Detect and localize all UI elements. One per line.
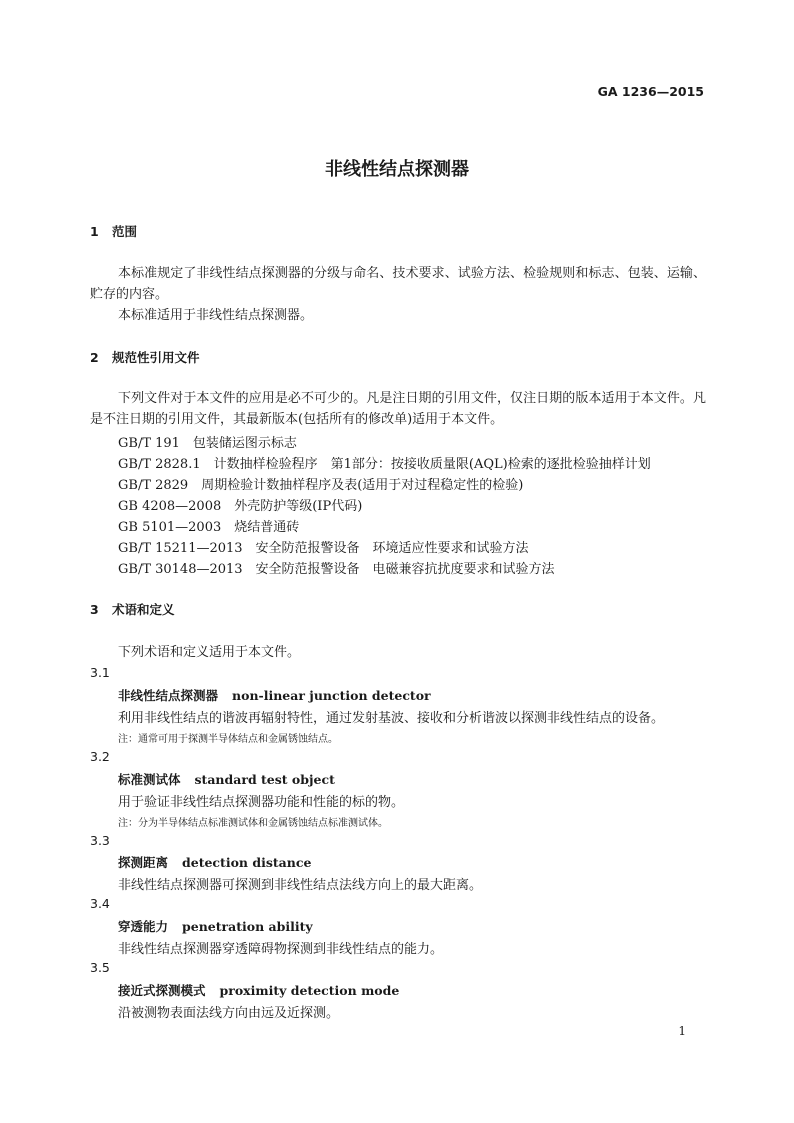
term-en: non-linear junction detector: [232, 688, 431, 703]
term-entry: [118, 917, 313, 935]
paragraph: 本标准规定了非线性结点探测器的分级与命名、技术要求、试验方法、检验规则和标志、包装、运输、贮存的内容。: [90, 266, 706, 302]
term-definition: 利用非线性结点的谐波再辐射特性，通过发射基波、接收和分析谐波以探测非线性结点的设备。: [118, 711, 665, 726]
reference-item: GB 4208—2008 外壳防护等级(IP代码): [118, 499, 363, 514]
term-entry: [118, 686, 431, 704]
reference-item: GB/T 191 包装储运图示标志: [118, 436, 297, 451]
term-en: penetration ability: [182, 919, 313, 934]
standard-number: GA 1236—2015: [597, 84, 704, 99]
term-zh: 探测距离: [118, 855, 169, 870]
term-definition: 用于验证非线性结点探测器功能和性能的标的物。: [118, 795, 405, 810]
term-en: detection distance: [182, 855, 312, 870]
term-number: 3.1: [90, 665, 110, 680]
term-note: 注：分为半导体结点标准测试体和金属锈蚀结点标准测试体。: [118, 818, 388, 829]
paragraph: 下列术语和定义适用于本文件。: [118, 645, 301, 660]
term-en: proximity detection mode: [219, 983, 400, 998]
page-number: 1: [678, 1024, 686, 1038]
reference-item: GB/T 2829 周期检验计数抽样程序及表(适用于对过程稳定性的检验): [118, 478, 524, 493]
term-zh: 接近式探测模式: [118, 983, 206, 998]
section-title: 规范性引用文件: [112, 350, 200, 365]
term-entry: [118, 853, 311, 871]
paragraph: 下列文件对于本文件的应用是必不可少的。凡是注日期的引用文件，仅注日期的版本适用于本文件。凡是不注日期的引用文件，其最新版本(包括所有的修改单)适用于本文件。: [90, 391, 706, 427]
term-note: 注：通常可用于探测半导体结点和金属锈蚀结点。: [118, 734, 338, 745]
term-zh: 非线性结点探测器: [118, 688, 219, 703]
term-zh: 穿透能力: [118, 919, 169, 934]
section-number: 3: [90, 602, 99, 617]
reference-item: GB 5101—2003 烧结普通砖: [118, 520, 300, 535]
term-zh: 标准测试体: [118, 772, 181, 787]
section-title: 范围: [112, 224, 138, 239]
term-number: 3.5: [90, 960, 110, 975]
section-heading-scope: [90, 222, 137, 240]
term-definition: 非线性结点探测器可探测到非线性结点法线方向上的最大距离。: [118, 878, 483, 893]
term-definition: 沿被测物表面法线方向由远及近探测。: [118, 1006, 340, 1021]
term-number: 3.3: [90, 833, 110, 848]
paragraph: 本标准适用于非线性结点探测器。: [118, 308, 314, 323]
term-en: standard test object: [194, 772, 335, 787]
term-number: 3.4: [90, 896, 110, 911]
section-heading-normative-references: [90, 348, 200, 366]
section-number: 2: [90, 350, 99, 365]
section-number: 1: [90, 224, 99, 239]
document-title: 非线性结点探测器: [325, 159, 469, 180]
term-definition: 非线性结点探测器穿透障碍物探测到非线性结点的能力。: [118, 942, 444, 957]
section-heading-terms-definitions: [90, 600, 175, 618]
term-entry: [118, 981, 399, 999]
reference-item: GB/T 2828.1 计数抽样检验程序 第1部分：按接收质量限(AQL)检索的逐批检验抽样计划: [118, 457, 651, 472]
section-title: 术语和定义: [112, 602, 175, 617]
term-entry: [118, 770, 335, 788]
reference-item: GB/T 30148—2013 安全防范报警设备 电磁兼容抗扰度要求和试验方法: [118, 562, 555, 577]
reference-item: GB/T 15211—2013 安全防范报警设备 环境适应性要求和试验方法: [118, 541, 529, 556]
term-number: 3.2: [90, 749, 110, 764]
